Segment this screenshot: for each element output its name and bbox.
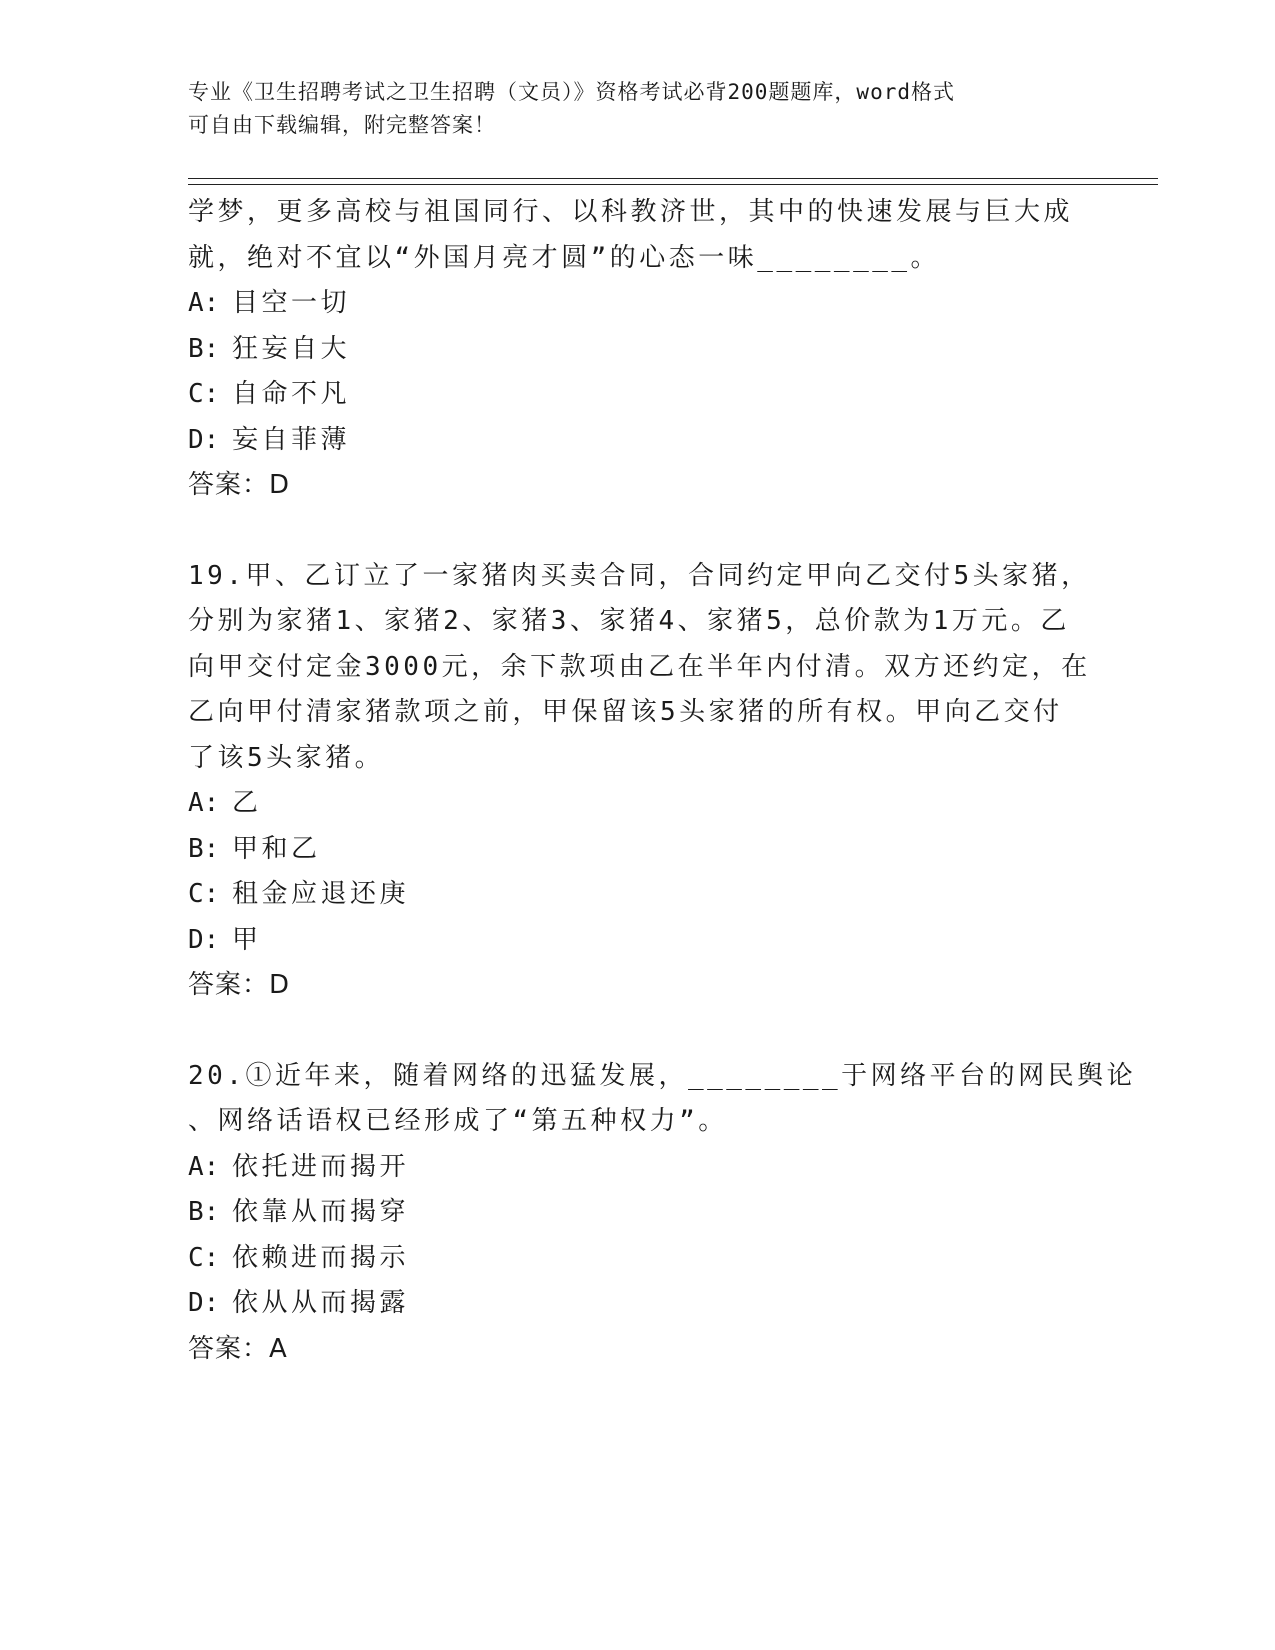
option-b [188, 327, 1088, 373]
option-d [188, 1281, 1088, 1327]
option-key: A: [188, 788, 220, 818]
answer: 答案：A [188, 1333, 288, 1364]
question-stem-line: 就，绝对不宜以“外国月亮才圆”的心态一味________。 [188, 242, 941, 273]
page-content [188, 190, 1137, 1372]
option-text: 狂妄自大 [232, 333, 351, 364]
option-key: C: [188, 879, 220, 909]
option-key: D: [188, 1288, 220, 1318]
option-c [188, 872, 1088, 918]
option-d [188, 418, 1088, 464]
spacer [188, 509, 1088, 554]
option-a [188, 781, 1088, 827]
option-c [188, 372, 1088, 418]
option-text: 乙 [232, 788, 262, 818]
option-key: C: [188, 379, 220, 409]
option-b [188, 1190, 1088, 1236]
question-stem-line: 、网络话语权已经形成了“第五种权力”。 [188, 1106, 728, 1136]
answer: 答案：D [188, 970, 291, 1000]
spacer [188, 1009, 1088, 1054]
option-b [188, 827, 1088, 873]
question-20 [188, 1054, 1137, 1373]
option-key: A: [188, 1151, 220, 1182]
option-text: 妄自菲薄 [232, 424, 351, 455]
option-text: 目空一切 [232, 288, 351, 318]
option-key: B: [188, 1197, 220, 1227]
question-stem-line: 19.甲、乙订立了一家猪肉买卖合同，合同约定甲向乙交付5头家猪， [188, 560, 1091, 591]
question-18 [188, 190, 1088, 509]
question-stem-line: 学梦，更多高校与祖国同行、以科教济世，其中的快速发展与巨大成 [188, 197, 1074, 227]
option-text: 租金应退还庚 [232, 879, 410, 909]
option-key: A: [188, 288, 220, 318]
question-stem-line: 分别为家猪1、家猪2、家猪3、家猪4、家猪5，总价款为1万元。乙 [188, 606, 1070, 636]
question-stem-line: 了该5头家猪。 [188, 742, 385, 773]
option-d [188, 918, 1088, 964]
question-stem-line: 乙向甲付清家猪款项之前，甲保留该5头家猪的所有权。甲向乙交付 [188, 697, 1063, 727]
option-text: 依靠从而揭穿 [232, 1197, 410, 1227]
header-rule-top [188, 178, 1158, 179]
option-text: 甲和乙 [232, 833, 321, 864]
option-a [188, 1145, 1088, 1191]
option-text: 依赖进而揭示 [232, 1242, 410, 1273]
option-text: 依托进而揭开 [232, 1151, 410, 1182]
option-key: C: [188, 1242, 220, 1273]
option-key: D: [188, 424, 220, 455]
option-key: B: [188, 833, 220, 864]
question-stem-line: 20.①近年来，随着网络的迅猛发展，________于网络平台的网民舆论 [188, 1060, 1137, 1091]
header-line-2: 可自由下载编辑，附完整答案！ [188, 113, 496, 137]
header-line-1: 专业《卫生招聘考试之卫生招聘（文员）》资格考试必背200题题库，word格式 [188, 80, 955, 104]
answer: 答案：D [188, 470, 291, 500]
option-text: 甲 [232, 924, 262, 955]
question-stem-line: 向甲交付定金3000元，余下款项由乙在半年内付清。双方还约定，在 [188, 651, 1091, 682]
page-header [188, 76, 1088, 142]
option-key: B: [188, 333, 220, 364]
option-text: 自命不凡 [232, 379, 351, 409]
question-19 [188, 554, 1091, 1009]
option-key: D: [188, 924, 220, 955]
option-c [188, 1236, 1088, 1282]
header-rule-bottom [188, 184, 1158, 185]
option-text: 依从从而揭露 [232, 1288, 410, 1318]
option-a [188, 281, 1088, 327]
